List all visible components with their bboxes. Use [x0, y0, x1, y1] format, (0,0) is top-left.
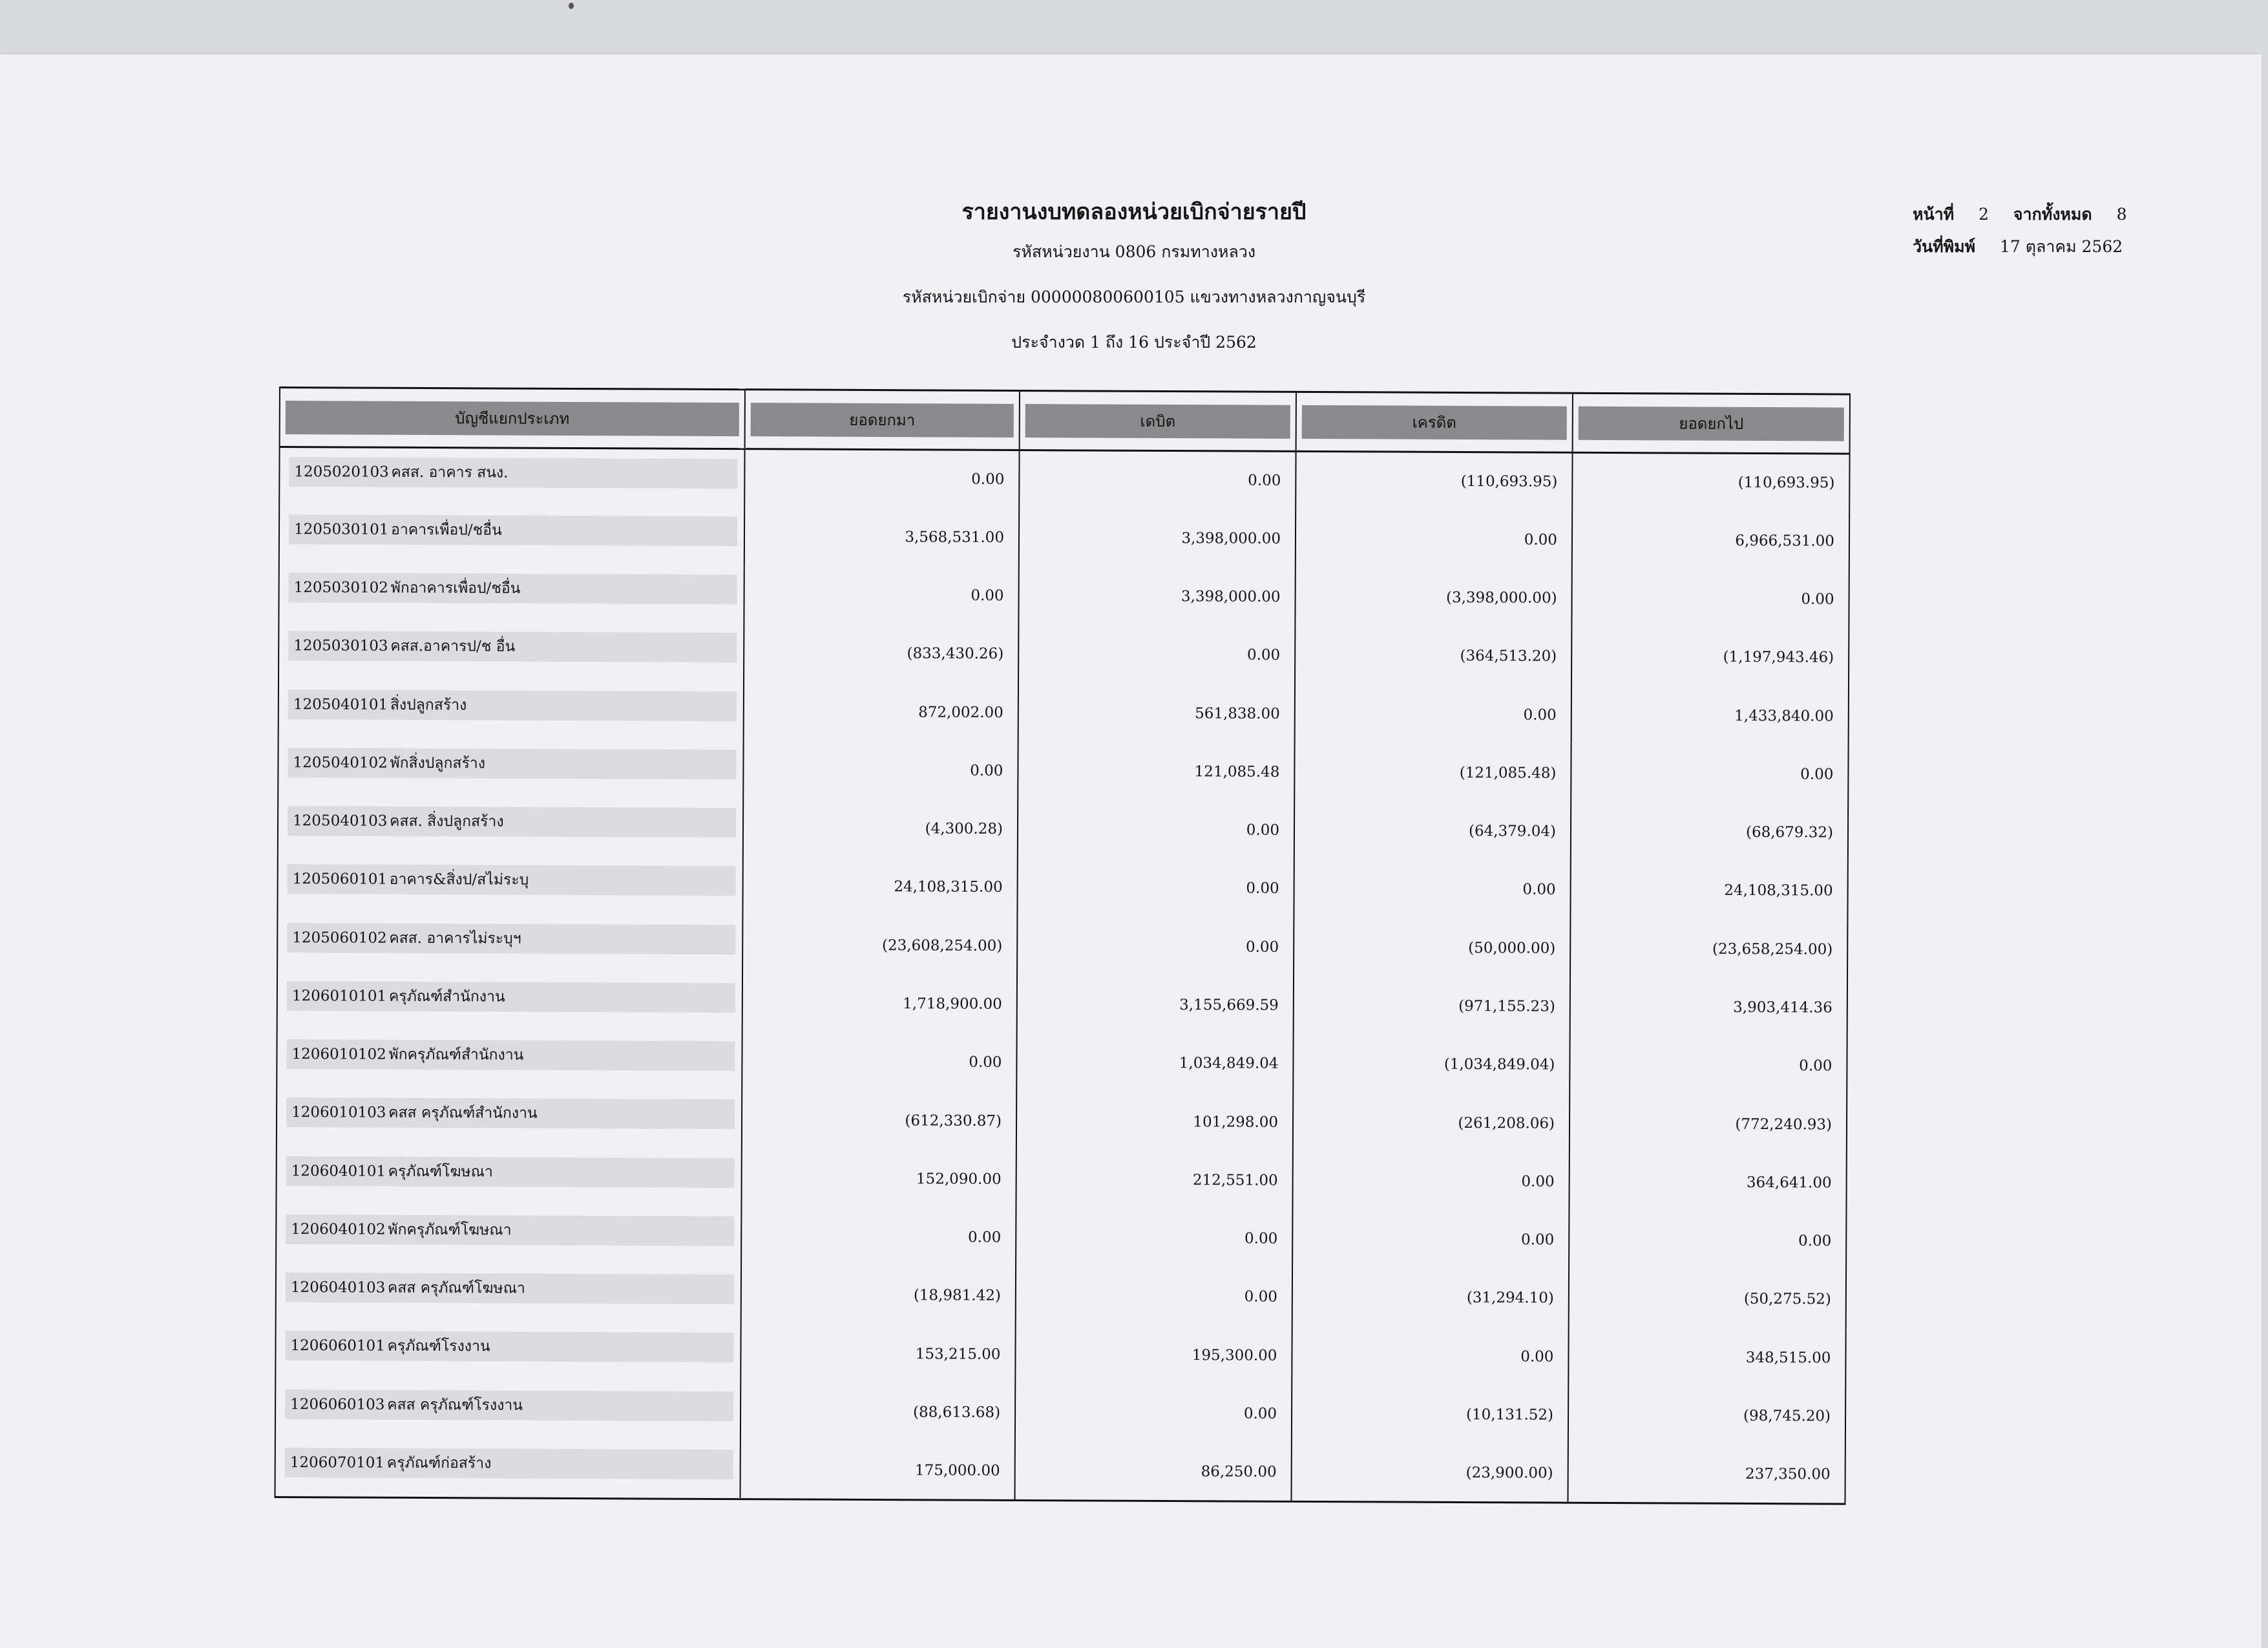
account-bar [285, 1331, 733, 1363]
account-code: 1205060101 [292, 871, 388, 889]
account-name: สิ่งปลูกสร้าง [390, 696, 467, 713]
account-bar [286, 1214, 734, 1246]
carried-forward-cell: 0.00 [1569, 1211, 1846, 1271]
header-account-label: บัญชีแยกประเภท [286, 401, 739, 436]
page-indicator [1913, 202, 2146, 227]
debit-cell: 0.00 [1017, 858, 1294, 918]
carried-forward-cell: (110,693.95) [1572, 452, 1849, 512]
carried-forward-cell: 364,641.00 [1569, 1152, 1846, 1212]
brought-forward-cell: (23,608,254.00) [742, 916, 1017, 975]
credit-cell: 0.00 [1292, 1326, 1568, 1386]
table-row [279, 505, 1849, 571]
account-code: 1206070101 [289, 1454, 385, 1472]
account-cell [275, 1380, 740, 1441]
debit-cell: 212,551.00 [1016, 1150, 1292, 1210]
table-row [278, 564, 1849, 629]
account-cell [277, 1088, 742, 1148]
credit-cell: 0.00 [1292, 1210, 1569, 1269]
credit-cell: (23,900.00) [1291, 1443, 1568, 1503]
account-code: 1205040101 [293, 695, 388, 713]
brought-forward-cell: (18,981.42) [741, 1265, 1016, 1325]
credit-cell: (10,131.52) [1292, 1385, 1568, 1444]
account-name: พักครุภัณฑ์สำนักงาน [388, 1046, 524, 1064]
account-bar [287, 981, 735, 1013]
account-cell [278, 681, 744, 741]
table-row [276, 1263, 1846, 1329]
account-name: ครุภัณฑ์โรงงาน [387, 1338, 490, 1355]
account-code: 1206010103 [291, 1104, 386, 1122]
brought-forward-cell: 3,568,531.00 [744, 507, 1019, 567]
account-cell [278, 564, 744, 624]
debit-cell: 101,298.00 [1016, 1092, 1293, 1151]
header-credit-label: เครดิต [1302, 405, 1567, 439]
account-bar [286, 1039, 735, 1071]
trial-balance-table [274, 386, 1850, 1505]
brought-forward-cell: 153,215.00 [740, 1324, 1015, 1384]
table-row [278, 797, 1848, 862]
account-name: คสส ครุภัณฑ์โฆษณา [387, 1279, 525, 1297]
account-code: 1205040103 [293, 812, 388, 830]
account-code: 1206040101 [291, 1162, 386, 1180]
report-title: รายงานงบทดลองหน่วยเบิกจ่ายรายปี [961, 199, 1307, 225]
debit-cell: 0.00 [1016, 1209, 1292, 1268]
account-cell [275, 1322, 740, 1382]
account-cell [275, 1439, 740, 1499]
table-row [277, 1030, 1847, 1095]
brought-forward-cell: 152,090.00 [741, 1149, 1016, 1209]
carried-forward-cell: 3,903,414.36 [1570, 978, 1847, 1037]
account-cell [277, 972, 742, 1032]
account-cell [276, 1263, 741, 1324]
account-code: 1205020103 [294, 463, 389, 481]
account-bar [285, 1448, 733, 1479]
account-code: 1205060102 [292, 929, 387, 947]
account-name: คสส. อาคารไม่ระบุฯ [389, 929, 521, 947]
account-bar [288, 631, 737, 662]
account-bar [286, 1273, 734, 1304]
account-name: คสส ครุภัณฑ์โรงงาน [387, 1396, 523, 1414]
credit-cell: (364,513.20) [1295, 626, 1571, 686]
brought-forward-cell: (612,330.87) [742, 1091, 1016, 1150]
credit-cell: 0.00 [1295, 684, 1571, 744]
table-row [279, 447, 1849, 512]
printed-date: 17 ตุลาคม 2562 [2000, 237, 2123, 256]
account-name: คสส. อาคาร สนง. [391, 463, 509, 481]
header-carried-forward-label: ยอดยกไป [1579, 406, 1844, 441]
account-name: ครุภัณฑ์ก่อสร้าง [386, 1454, 492, 1472]
header-debit [1020, 391, 1296, 452]
credit-cell: 0.00 [1294, 860, 1570, 919]
agency-line: รหัสหน่วยงาน 0806 กรมทางหลวง [1012, 242, 1256, 261]
account-bar [287, 923, 735, 955]
carried-forward-cell: 0.00 [1571, 745, 1848, 804]
table-row [276, 1205, 1846, 1271]
table-row [277, 1088, 1847, 1154]
page-number: 2 [1979, 205, 1989, 224]
account-bar [288, 864, 736, 896]
account-cell [277, 1030, 742, 1090]
account-code: 1206060101 [290, 1337, 385, 1355]
carried-forward-cell: 0.00 [1571, 569, 1849, 629]
debit-cell: 0.00 [1015, 1384, 1292, 1443]
account-name: ครุภัณฑ์สำนักงาน [388, 988, 505, 1006]
account-bar [289, 573, 737, 604]
account-bar [289, 457, 737, 489]
total-label: จากทั้งหมด [2013, 205, 2092, 224]
table-row [276, 1147, 1846, 1212]
account-code: 1205030103 [293, 637, 388, 655]
account-name: พักอาคารเพื่อป/ชอื่น [390, 579, 521, 597]
brought-forward-cell: (4,300.28) [743, 799, 1018, 858]
brought-forward-cell: 1,718,900.00 [742, 974, 1017, 1033]
credit-cell: (31,294.10) [1292, 1268, 1569, 1327]
carried-forward-cell: (98,745.20) [1568, 1386, 1845, 1445]
debit-cell: 561,838.00 [1018, 684, 1295, 743]
brought-forward-cell: 175,000.00 [740, 1441, 1014, 1500]
scan-speck [569, 3, 574, 9]
account-cell [278, 739, 743, 799]
account-name: อาคาร&สิ่งป/สไม่ระบุ [389, 871, 529, 889]
page-label: หน้าที่ [1913, 205, 1955, 224]
brought-forward-cell: 0.00 [744, 565, 1018, 625]
table-header-row [280, 388, 1850, 454]
credit-cell: (110,693.95) [1296, 451, 1572, 511]
brought-forward-cell: (88,613.68) [740, 1382, 1015, 1442]
credit-cell: (261,208.06) [1293, 1093, 1570, 1152]
account-name: คสส. สิ่งปลูกสร้าง [390, 812, 504, 830]
carried-forward-cell: 24,108,315.00 [1570, 861, 1847, 920]
account-bar [289, 514, 737, 546]
table-row [275, 1439, 1845, 1504]
table-row [278, 622, 1849, 687]
account-bar [288, 748, 736, 779]
carried-forward-cell: 0.00 [1570, 1036, 1847, 1095]
account-code: 1205030101 [293, 520, 389, 538]
account-cell [278, 622, 744, 682]
account-code: 1206010102 [291, 1046, 386, 1063]
account-code: 1206040102 [291, 1221, 386, 1238]
account-name: คสส.อาคารป/ช อื่น [390, 638, 516, 655]
account-code: 1206040103 [290, 1279, 386, 1296]
credit-cell: (121,085.48) [1294, 743, 1571, 803]
account-cell [276, 1147, 741, 1207]
account-cell [277, 914, 742, 974]
account-bar [286, 1156, 735, 1188]
account-bar [288, 806, 736, 838]
table-row [277, 972, 1847, 1037]
credit-cell: 0.00 [1292, 1152, 1569, 1211]
header-account [280, 388, 745, 449]
account-cell [277, 855, 742, 915]
table-row [277, 914, 1847, 979]
carried-forward-cell: 348,515.00 [1568, 1327, 1845, 1387]
credit-cell: (64,379.04) [1294, 801, 1571, 861]
debit-cell: 1,034,849.04 [1016, 1033, 1293, 1093]
debit-cell: 0.00 [1016, 1267, 1292, 1326]
table-row [277, 855, 1847, 920]
brought-forward-cell: 0.00 [742, 1032, 1016, 1092]
period-line: ประจำงวด 1 ถึง 16 ประจำปี 2562 [1011, 333, 1257, 352]
brought-forward-cell: 872,002.00 [744, 682, 1018, 742]
account-bar [286, 1097, 735, 1129]
carried-forward-cell: 237,350.00 [1568, 1444, 1845, 1504]
header-credit [1296, 392, 1573, 452]
credit-cell: (50,000.00) [1294, 918, 1570, 977]
account-cell [276, 1205, 741, 1265]
carried-forward-cell: (1,197,943.46) [1571, 628, 1849, 687]
carried-forward-cell: 1,433,840.00 [1571, 686, 1849, 745]
account-code: 1205040102 [293, 754, 388, 772]
debit-cell: 0.00 [1017, 917, 1294, 977]
credit-cell: (3,398,000.00) [1295, 568, 1571, 628]
account-name: ครุภัณฑ์โฆษณา [388, 1163, 493, 1181]
account-code: 1205030102 [293, 579, 389, 597]
carried-forward-cell: (68,679.32) [1571, 803, 1848, 862]
printed-label: วันที่พิมพ์ [1913, 237, 1976, 256]
header-carried-forward [1573, 393, 1850, 454]
debit-cell: 121,085.48 [1018, 742, 1294, 801]
disbursing-unit-line: รหัสหน่วยเบิกจ่าย 000000800600105 แขวงทางหลวงกาญจนบุรี [902, 288, 1366, 306]
brought-forward-cell: 0.00 [743, 741, 1018, 800]
carried-forward-cell: (50,275.52) [1569, 1269, 1846, 1329]
table-row [275, 1380, 1845, 1446]
brought-forward-cell: (833,430.26) [744, 624, 1018, 683]
credit-cell: (1,034,849.04) [1293, 1035, 1570, 1094]
account-bar [288, 690, 737, 721]
account-cell [278, 797, 743, 857]
account-code: 1206060103 [290, 1395, 385, 1413]
debit-cell: 0.00 [1018, 800, 1294, 860]
account-cell [279, 447, 744, 507]
debit-cell: 0.00 [1018, 625, 1295, 684]
table-row [278, 739, 1848, 804]
table-row [275, 1322, 1845, 1387]
account-name: คสส ครุภัณฑ์สำนักงาน [388, 1104, 538, 1123]
account-bar [285, 1389, 733, 1421]
table-row [278, 681, 1849, 746]
debit-cell: 195,300.00 [1015, 1325, 1292, 1384]
credit-cell: (971,155.23) [1294, 977, 1570, 1036]
debit-cell: 86,250.00 [1014, 1442, 1291, 1501]
brought-forward-cell: 24,108,315.00 [742, 857, 1017, 916]
debit-cell: 3,398,000.00 [1019, 509, 1296, 568]
carried-forward-cell: (23,658,254.00) [1570, 919, 1847, 978]
header-brought-forward [745, 390, 1020, 450]
debit-cell: 0.00 [1019, 450, 1296, 509]
total-pages: 8 [2116, 205, 2127, 224]
debit-cell: 3,398,000.00 [1018, 567, 1295, 626]
brought-forward-cell: 0.00 [744, 449, 1019, 509]
account-code: 1206010101 [291, 987, 387, 1005]
account-name: อาคารเพื่อป/ชอื่น [390, 521, 502, 539]
debit-cell: 3,155,669.59 [1017, 975, 1294, 1035]
brought-forward-cell: 0.00 [741, 1207, 1016, 1267]
header-brought-forward-label: ยอดยกมา [751, 403, 1014, 438]
credit-cell: 0.00 [1296, 510, 1572, 569]
carried-forward-cell: (772,240.93) [1570, 1094, 1847, 1154]
account-cell [279, 505, 744, 565]
account-name: พักสิ่งปลูกสร้าง [390, 754, 486, 772]
account-name: พักครุภัณฑ์โฆษณา [388, 1221, 512, 1239]
header-debit-label: เดบิต [1025, 404, 1290, 439]
carried-forward-cell: 6,966,531.00 [1572, 511, 1849, 570]
print-date [1913, 234, 2142, 260]
